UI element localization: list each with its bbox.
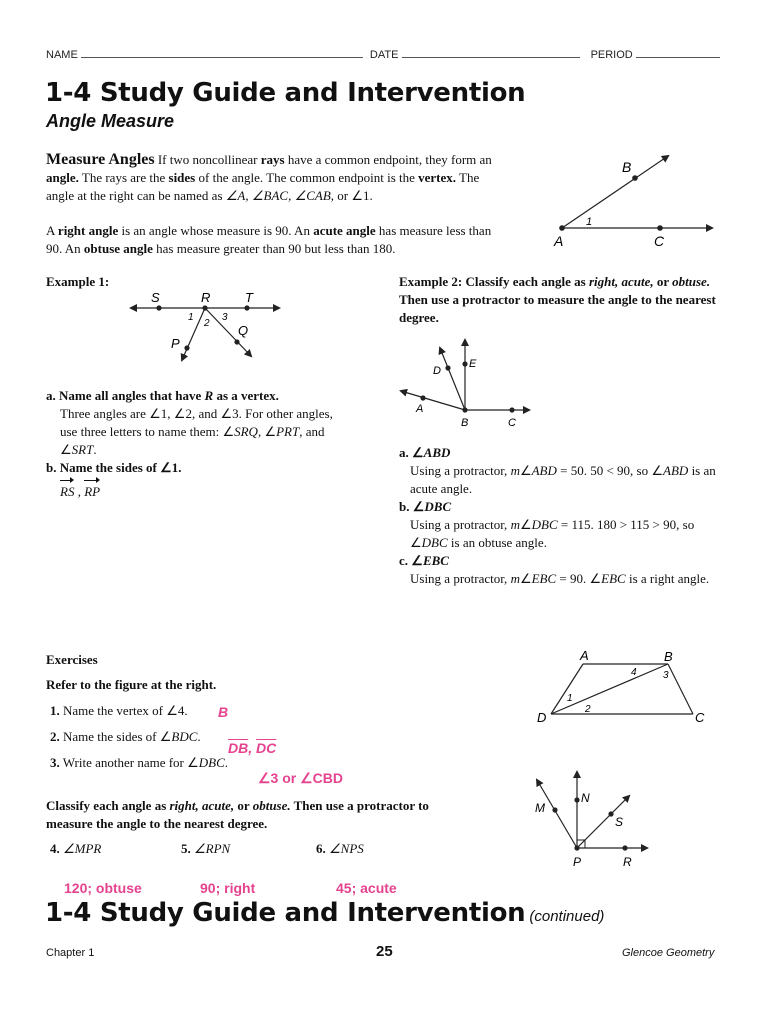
svg-text:E: E bbox=[469, 358, 477, 370]
date-label: DATE bbox=[369, 49, 399, 61]
example1-figure bbox=[125, 288, 285, 363]
label-B: B bbox=[622, 159, 632, 175]
svg-text:B: B bbox=[461, 417, 469, 429]
exercises-refer: Refer to the figure at the right. bbox=[46, 677, 217, 692]
svg-text:1: 1 bbox=[188, 312, 194, 323]
svg-text:R: R bbox=[623, 855, 632, 869]
answer-5[interactable]: 90; right bbox=[200, 880, 256, 896]
measure-angles-heading: Measure Angles bbox=[46, 151, 155, 168]
exercise-2: 2. Name the sides of ∠BDC. bbox=[50, 729, 201, 744]
exercise-4: 4. ∠MPR bbox=[50, 841, 102, 856]
answer-1[interactable]: B bbox=[218, 704, 229, 720]
trapezoid-figure bbox=[533, 648, 713, 730]
page-title: 1-4 Study Guide and Intervention bbox=[45, 78, 526, 108]
example1-answer-a: Three angles are ∠1, ∠2, and ∠3. For other angles, use three letters to name them: ∠SRQ, ∠PRT, and ∠SRT. bbox=[60, 406, 333, 457]
example1-question-a: a. Name all angles that have R as a vertex. bbox=[46, 388, 279, 403]
measure-angles-paragraph: Measure Angles If two noncollinear rays have a common endpoint, they form an angle. The rays are the sides of the angle. The common endpoint is the vertex. The angle at the right can be named as ∠A, ∠BAC, ∠CAB, or ∠1. bbox=[46, 151, 492, 203]
date-field[interactable] bbox=[402, 47, 580, 58]
svg-text:N: N bbox=[581, 791, 590, 805]
svg-text:M: M bbox=[535, 801, 545, 815]
svg-text:Q: Q bbox=[238, 323, 249, 338]
header bbox=[46, 47, 726, 61]
example1-answers bbox=[46, 387, 376, 501]
period-label: PERIOD bbox=[590, 49, 633, 61]
svg-text:S: S bbox=[615, 815, 624, 829]
example2-answers: a. ∠ABD Using a protractor, m∠ABD = 50. 50 < 90, so ∠ABD is an acute angle. b. ∠DBC Using a protractor, m∠DBC = 115. 180 > 115 > 90, so ∠DBC is an obtuse angle. c. ∠EBC Using a protractor, m∠EBC = 90. ∠EBC is a right angle. bbox=[399, 444, 729, 588]
svg-text:3: 3 bbox=[663, 670, 669, 681]
exercise-3: 3. Write another name for ∠DBC. bbox=[50, 755, 229, 770]
page-subtitle: Angle Measure bbox=[46, 111, 175, 131]
name-label: NAME bbox=[46, 49, 78, 61]
answer-6[interactable]: 45; acute bbox=[336, 880, 397, 896]
exercise-1: 1. Name the vertex of ∠4. bbox=[50, 703, 188, 718]
svg-text:A: A bbox=[416, 403, 424, 415]
answer-2[interactable]: $\overline{DB}$, $\overline{DC}$ bbox=[228, 740, 277, 756]
svg-text:D: D bbox=[537, 710, 547, 725]
svg-text:4: 4 bbox=[631, 667, 637, 678]
svg-text:3: 3 bbox=[222, 312, 228, 323]
footer-page-number: 25 bbox=[376, 943, 393, 960]
svg-text:R: R bbox=[201, 290, 211, 305]
example2-part-c: c. ∠EBC bbox=[399, 553, 449, 568]
svg-text:D: D bbox=[433, 365, 441, 377]
example2-instructions: Example 2: Classify each angle as right, acute, or obtuse. Then use a protractor to measure the angle to the nearest degree. bbox=[399, 274, 716, 325]
angle-types-paragraph: A right angle is an angle whose measure is 90. An acute angle has measure less than 90. An obtuse angle has measure greater than 90 but less than 180. bbox=[46, 223, 492, 256]
answer-4[interactable]: 120; obtuse bbox=[64, 880, 142, 896]
svg-text:2: 2 bbox=[204, 318, 210, 329]
footer-book: Glencoe Geometry bbox=[622, 947, 715, 959]
example2-figure bbox=[395, 338, 535, 430]
name-field[interactable] bbox=[81, 47, 363, 58]
footer-chapter: Chapter 1 bbox=[46, 947, 95, 959]
label-1: 1 bbox=[586, 216, 593, 228]
rays-figure bbox=[533, 770, 653, 872]
classify-instructions: Classify each angle as right, acute, or obtuse. Then use a protractor to measure the angle to the nearest degree. bbox=[46, 798, 429, 831]
period-field[interactable] bbox=[636, 47, 720, 58]
example1-question-b: b. Name the sides of ∠1. bbox=[46, 460, 182, 475]
label-C: C bbox=[654, 233, 665, 249]
bottom-title: 1-4 Study Guide and Intervention (continued) bbox=[45, 898, 605, 928]
svg-text:2: 2 bbox=[585, 704, 591, 715]
example2-part-a: a. ∠ABD bbox=[399, 445, 451, 460]
exercise-5: 5. ∠RPN bbox=[181, 841, 231, 856]
svg-text:C: C bbox=[695, 710, 705, 725]
answer-3[interactable]: ∠3 or ∠CBD bbox=[258, 770, 343, 786]
svg-text:A: A bbox=[580, 648, 589, 663]
example1-answer-b: RS , RP bbox=[60, 484, 101, 499]
example2-part-b: b. ∠DBC bbox=[399, 499, 452, 514]
exercises-heading: Exercises bbox=[46, 652, 98, 667]
svg-text:B: B bbox=[664, 649, 673, 664]
example1-label: Example 1: bbox=[46, 274, 110, 289]
svg-text:1: 1 bbox=[567, 693, 573, 704]
svg-text:S: S bbox=[151, 290, 160, 305]
svg-text:C: C bbox=[508, 417, 516, 429]
angle-bac-figure bbox=[540, 148, 720, 253]
label-A: A bbox=[554, 233, 564, 249]
svg-text:T: T bbox=[245, 290, 253, 305]
svg-text:P: P bbox=[171, 336, 180, 351]
svg-text:P: P bbox=[573, 855, 582, 869]
exercise-6: 6. ∠NPS bbox=[316, 841, 364, 856]
